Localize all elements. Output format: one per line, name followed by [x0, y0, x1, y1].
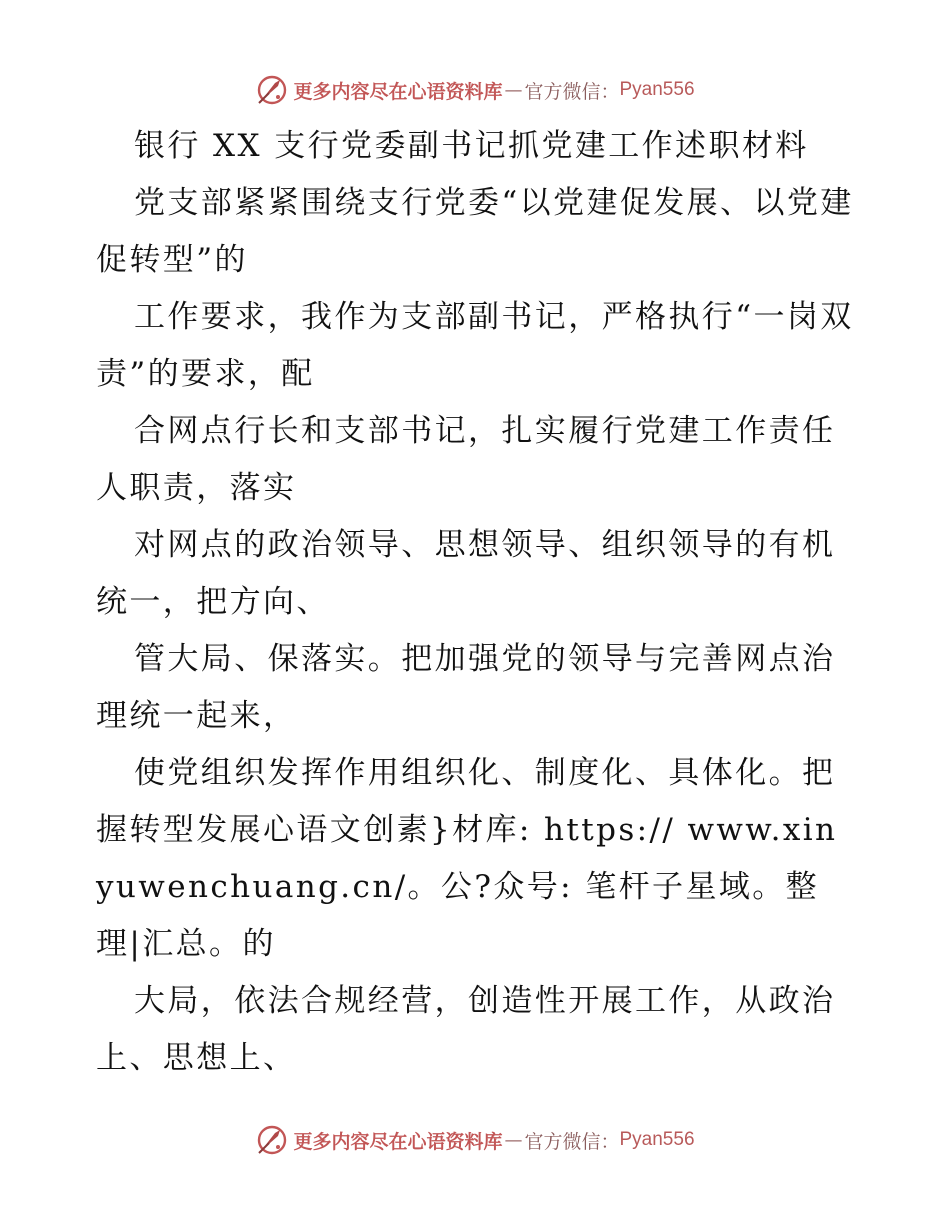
- paragraph-1: 党支部紧紧围绕支行党委“以党建促发展、以党建促转型”的: [96, 185, 854, 278]
- quill-circle-icon: [255, 1123, 289, 1157]
- header-brand-text: 更多内容尽在心语资料库: [293, 80, 503, 103]
- paragraph-6: 使党组织发挥作用组织化、制度化、具体化。把握转型发展心语文创素}材库: https:// www.xinyuwenchuang.cn/。公?众号: 笔杆子星域。整理|汇总。的: [96, 755, 838, 962]
- quill-circle-icon: [255, 73, 289, 107]
- footer-dash: —: [504, 1129, 523, 1151]
- header-wechat-id: Pyan556: [619, 79, 695, 100]
- paragraph-3: 合网点行长和支部书记，扎实履行党建工作责任人职责，落实: [96, 413, 836, 506]
- header-official-label: 官方微信：: [524, 80, 620, 103]
- document-body: [96, 118, 856, 1087]
- header-dash: —: [504, 79, 523, 101]
- header-watermark-banner: [0, 70, 950, 110]
- paragraph-5: 管大局、保落实。把加强党的领导与完善网点治理统一起来，: [96, 641, 836, 734]
- footer-brand-text: 更多内容尽在心语资料库: [293, 1130, 503, 1153]
- paragraph-2: 工作要求，我作为支部副书记，严格执行“一岗双责”的要求，配: [96, 299, 854, 392]
- footer-wechat-id: Pyan556: [619, 1129, 695, 1150]
- document-title: 银行 XX 支行党委副书记抓党建工作述职材料: [134, 128, 809, 164]
- footer-watermark-banner: [0, 1120, 950, 1160]
- paragraph-7: 大局，依法合规经营，创造性开展工作，从政治上、思想上、: [96, 983, 836, 1076]
- paragraph-4: 对网点的政治领导、思想领导、组织领导的有机统一，把方向、: [96, 527, 836, 620]
- footer-official-label: 官方微信：: [524, 1130, 620, 1153]
